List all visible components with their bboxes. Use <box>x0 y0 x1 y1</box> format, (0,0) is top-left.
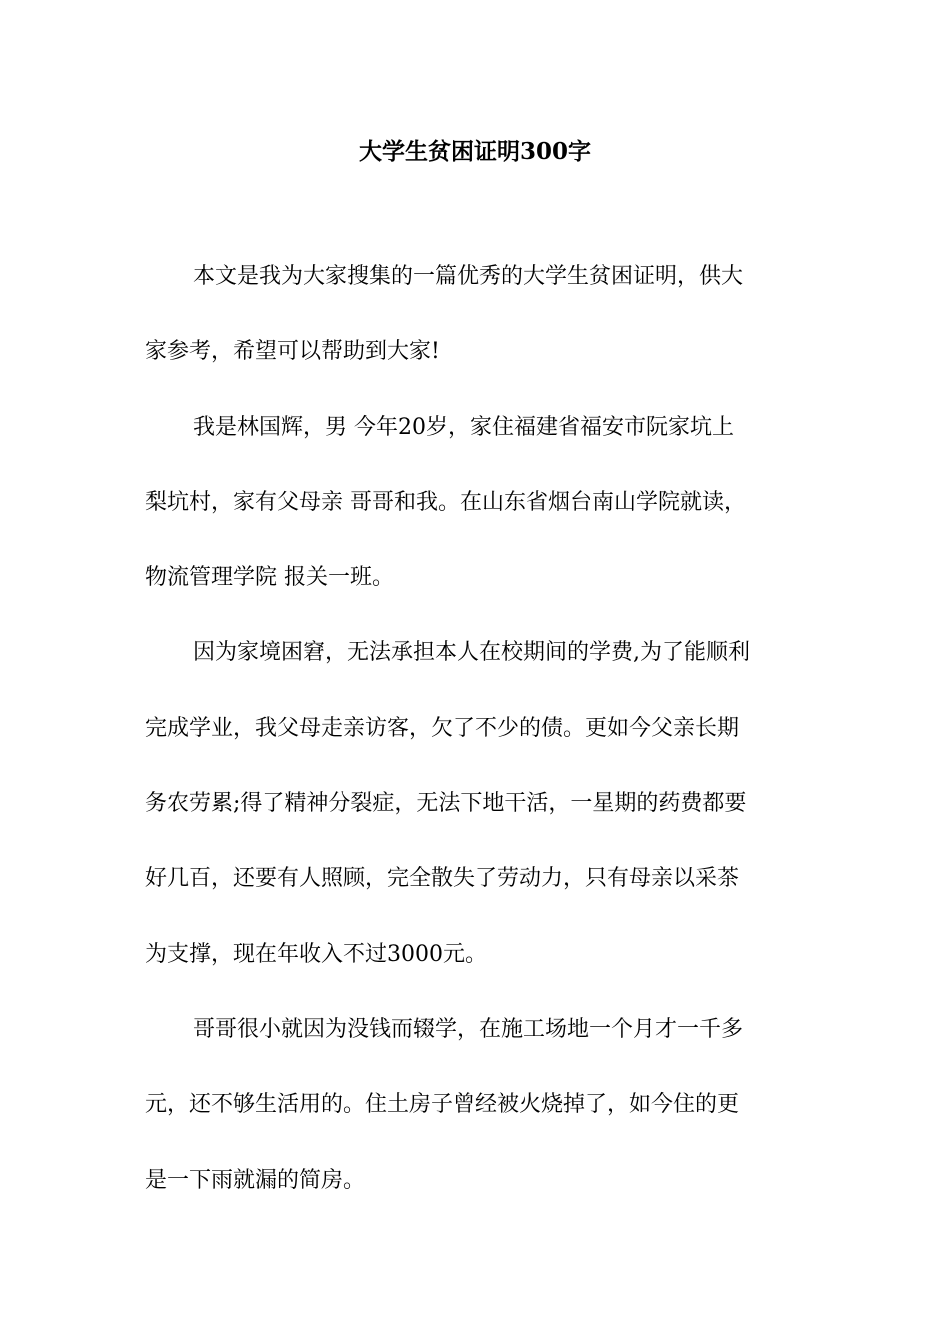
text-line: 本文是我为大家搜集的一篇优秀的大学生贫困证明，供大 <box>193 264 744 289</box>
paragraph <box>145 239 805 390</box>
text-line: 我是林国辉，男 今年20岁，家住福建省福安市阮家坑上 <box>193 414 734 440</box>
text-line: 梨坑村，家有父母亲 哥哥和我。在山东省烟台南山学院就读， <box>145 489 746 515</box>
text-line: 是一下雨就漏的简房。 <box>145 1167 366 1193</box>
text-line: 为支撑，现在年收入不过3000元。 <box>145 941 487 967</box>
text-line: 好几百，还要有人照顾，完全散失了劳动力，只有母亲以采茶 <box>145 866 740 892</box>
text-line: 元，还不够生活用的。住土房子曾经被火烧掉了，如今住的更 <box>145 1092 740 1118</box>
document-title: 大学生贫困证明300字 <box>358 138 591 165</box>
text-line: 因为家境困窘，无法承担本人在校期间的学费,为了能顺利 <box>193 640 750 666</box>
text-line: 哥哥很小就因为没钱而辍学，在施工场地一个月才一千多 <box>193 1016 744 1042</box>
text-line: 完成学业，我父母走亲访客，欠了不少的债。更如今父亲长期 <box>145 715 740 741</box>
text-line: 务农劳累;得了精神分裂症，无法下地干活，一星期的药费都要 <box>145 791 747 817</box>
text-line: 物流管理学院 报关一班。 <box>145 565 394 591</box>
text-line: 家参考，希望可以帮助到大家! <box>145 339 440 365</box>
paragraph <box>145 615 805 991</box>
paragraph <box>145 390 805 616</box>
paragraph <box>145 992 805 1218</box>
document-body <box>145 239 805 1218</box>
